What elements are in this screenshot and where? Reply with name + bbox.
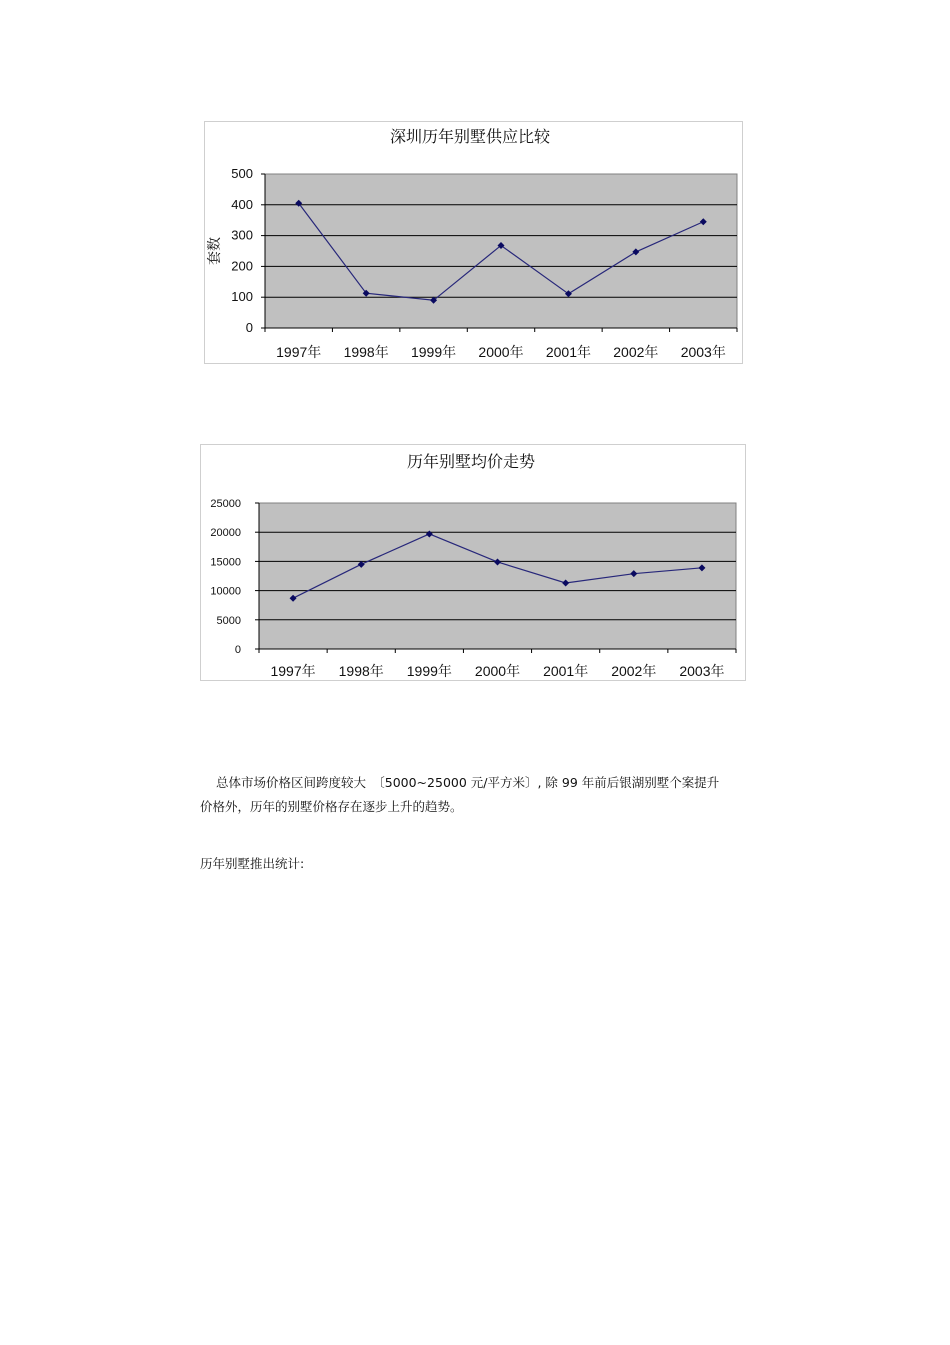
plot-area xyxy=(265,174,737,328)
price-trend-paragraph xyxy=(200,771,745,819)
paragraph-line: 价格外，历年的别墅价格存在逐步上升的趋势。 xyxy=(200,799,463,814)
y-tick-label: 5000 xyxy=(216,614,241,627)
x-tick-label: 1999年 xyxy=(406,663,452,679)
chart-title: 深圳历年别墅供应比较 xyxy=(389,129,551,146)
y-tick-label: 200 xyxy=(231,258,253,274)
y-tick-label: 100 xyxy=(231,289,253,305)
x-tick-label: 2003年 xyxy=(679,663,725,679)
y-tick-label: 0 xyxy=(245,320,253,335)
chart-title: 历年别墅均价走势 xyxy=(406,454,536,471)
supply-chart xyxy=(204,121,743,364)
price-chart-svg xyxy=(201,445,747,682)
y-tick-label: 15000 xyxy=(210,556,241,569)
price-chart xyxy=(200,444,746,681)
x-tick-label: 2002年 xyxy=(613,344,659,360)
y-tick-label: 0 xyxy=(234,644,241,656)
x-tick-label: 1998年 xyxy=(338,663,384,679)
x-tick-label: 1997年 xyxy=(270,663,316,679)
x-tick-label: 2002年 xyxy=(611,663,657,679)
y-tick-label: 400 xyxy=(231,196,253,212)
x-tick-label: 2003年 xyxy=(680,344,726,360)
y-tick-label: 500 xyxy=(231,166,253,181)
x-tick-label: 1998年 xyxy=(343,344,389,360)
x-tick-label: 2000年 xyxy=(474,663,521,679)
y-axis-title: 套数 xyxy=(206,237,222,265)
x-tick-label: 2000年 xyxy=(478,344,524,360)
y-tick-label: 25000 xyxy=(210,498,241,510)
paragraph-line: 总体市场价格区间跨度较大 〔5000~25000 元/平方米〕, 除 99 年前后银湖别墅个案提升 xyxy=(216,775,720,790)
x-tick-label: 1997年 xyxy=(276,344,322,360)
x-tick-label: 2001年 xyxy=(543,663,589,679)
x-tick-label: 2001年 xyxy=(545,344,592,360)
plot-area xyxy=(259,503,736,649)
y-tick-label: 10000 xyxy=(210,585,241,598)
y-tick-label: 20000 xyxy=(210,527,241,540)
supply-chart-svg xyxy=(205,122,744,365)
section-heading: 历年别墅推出统计: xyxy=(200,856,305,871)
x-tick-label: 1999年 xyxy=(410,344,457,360)
y-tick-label: 300 xyxy=(231,227,253,243)
